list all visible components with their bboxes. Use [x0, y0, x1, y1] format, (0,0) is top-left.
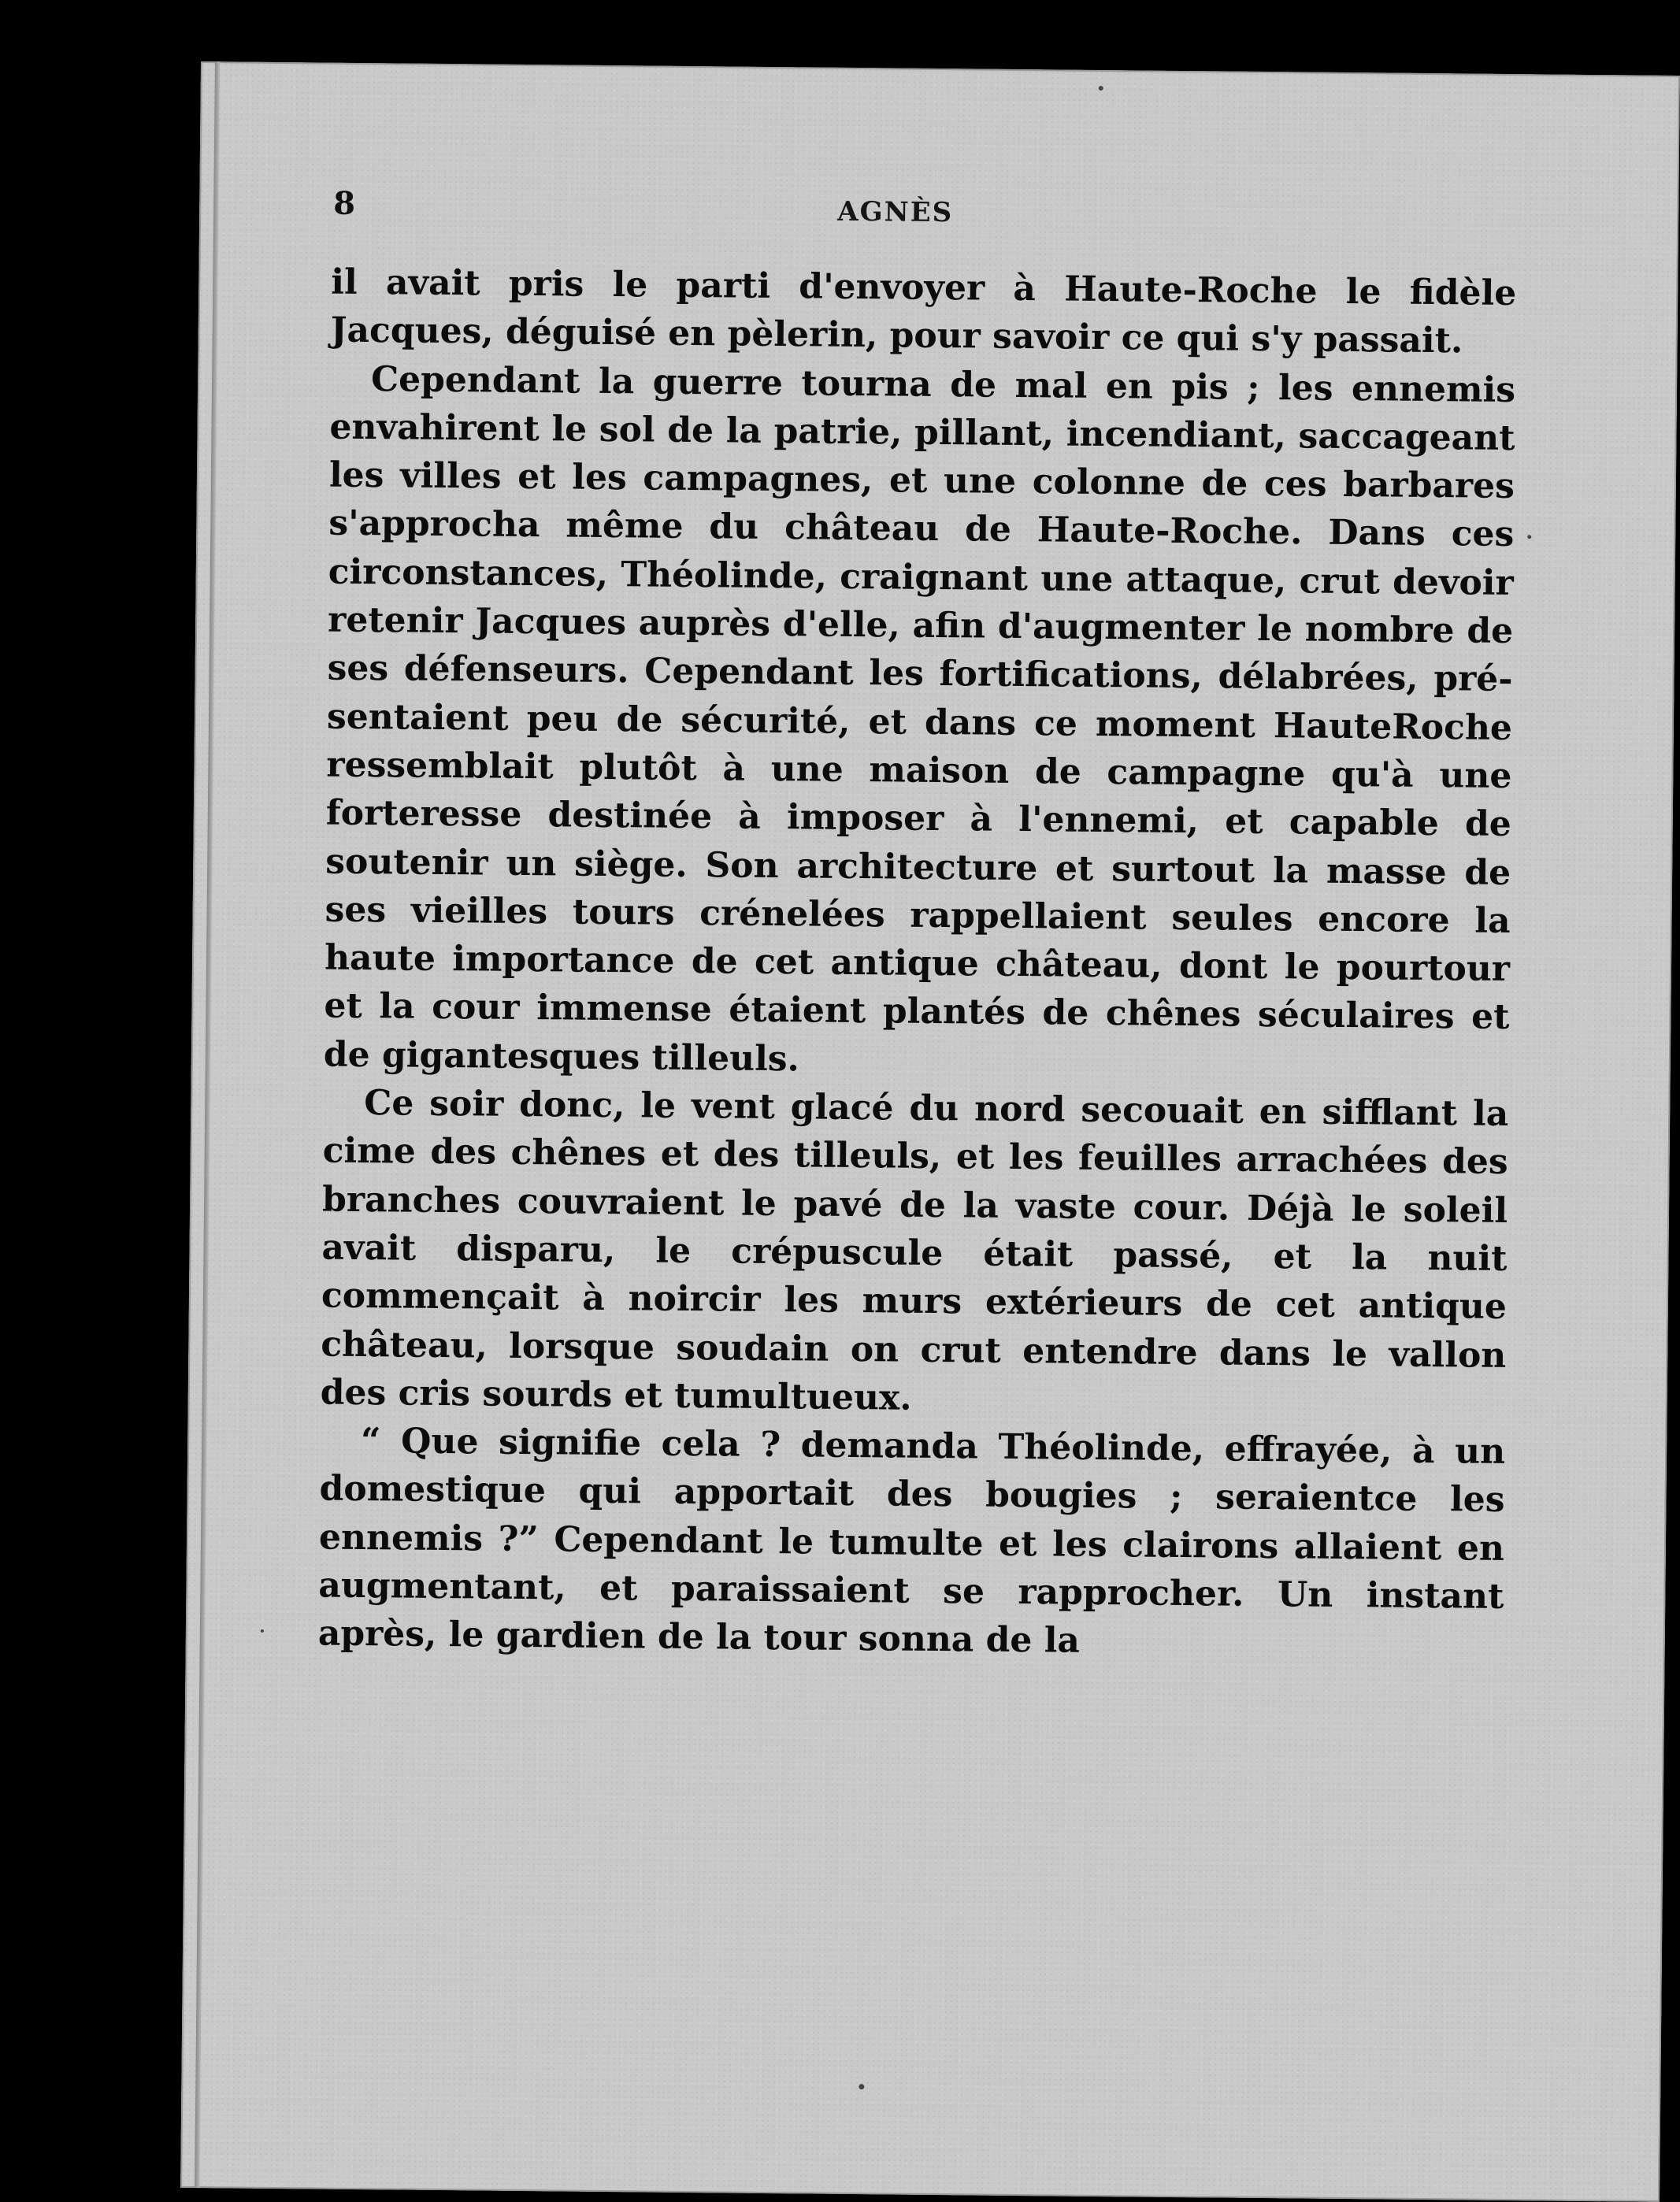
paragraph-1: il avait pris le parti d'envoyer à Haute-Roche le fidèle Jacques, déguisé en pèlerin, pour savoir ce qui s'y passait. [330, 261, 1517, 361]
paper-speck [261, 1629, 264, 1633]
paragraph-2: Cependant la guerre tourna de mal en pis ; les ennemis envahirent le sol de la patrie, pillant, incendiant, saccageant les villes et les campagnes, et une colonne de ces barbares s'approcha même du château de Haute-Roche. Dans ces circonstances, Théolinde, craignant une attaque, crut devoir retenir Jacques auprès d'elle, afin d'augmenter le nombre de ses défenseurs. Cependant les fortifications, délabrées, présentaient peu de sécurité, et dans ce moment HauteRoche ressemblait plutôt à une maison de campagne qu'à une forteresse destinée à imposer à l'ennemi, et capable de soutenir un siège. Son architecture et surtout la masse de ses vieilles tours crénelées rappellaient seules encore la haute importance de cet antique château, dont le pourtour et la cour immense étaient plantés de chênes séculaires et de gigantesques tilleuls. [323, 358, 1516, 1080]
running-title: AGNÈS [837, 195, 954, 229]
page-number: 8 [333, 184, 356, 222]
paragraph-3: Ce soir donc, le vent glacé du nord secouait en sifflant la cime des chênes et des tilleuls, et les feuilles arrachées des branches couvraient le pavé de la vaste cour. Déjà le soleil avait disparu, le crépuscule était passé, et la nuit commençait à noircir les murs extérieurs de cet antique château, lorsque soudain on crut entendre dans le vallon des cris sourds et tumultueux. [320, 1083, 1509, 1418]
paper-speck [859, 2084, 864, 2089]
paper-speck [1527, 535, 1531, 539]
paper-speck [1099, 86, 1103, 91]
book-page [180, 61, 1680, 2202]
page-header [333, 185, 1515, 243]
page-fold-shadow [195, 61, 220, 2188]
paragraph-4: “ Que signifie cela ? demanda Théolinde, effrayée, à un domestique qui apportait des bougies ; seraientce les ennemis ?” Cependant le tumulte et les clairons allaient en augmentant, et paraissaient se rapprocher. Un instant après, le gardien de la tour sonna de la [317, 1421, 1506, 1662]
body-text [318, 258, 1517, 1670]
